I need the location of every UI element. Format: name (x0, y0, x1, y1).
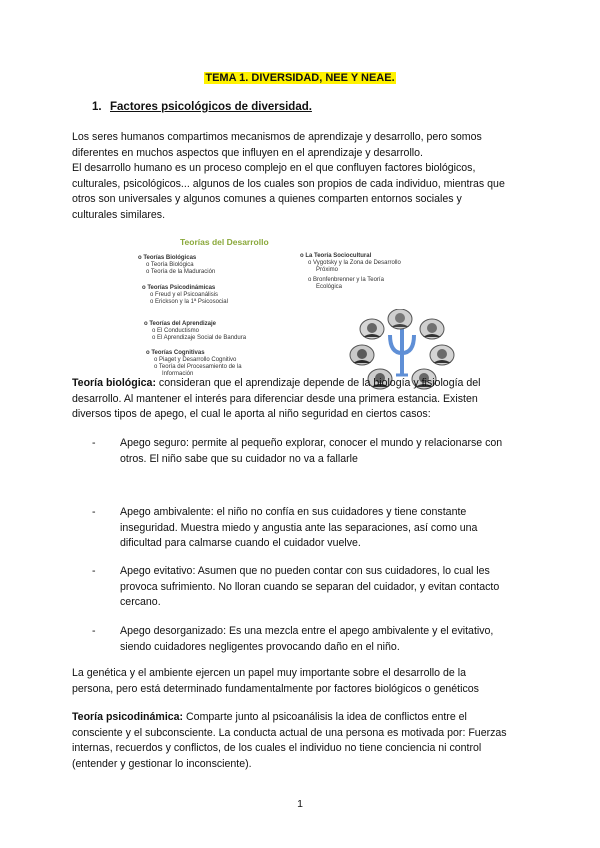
bio-text: consideran que el aprendizaje depende de la biología y fisiología del (155, 377, 481, 389)
figure-item: o Teorías Cognitivas (146, 350, 205, 356)
figure-item: o El Aprendizaje Social de Bandura (152, 335, 247, 341)
psycho-text: Comparte junto al psicoanálisis la idea de conflictos entre el (183, 711, 467, 723)
intro-line: culturales similares. (72, 208, 166, 221)
psycho-line: (entender y gestionar lo inconsciente). (72, 757, 252, 770)
figure-title: Teorías del Desarrollo (180, 237, 269, 247)
bio-line: diversos tipos de apego, el cual le aporta al niño seguridad en ciertos casos: (72, 408, 431, 421)
intro-line: otros son universales y algunos comunes a quienes comparten entornos sociales y (72, 193, 462, 206)
psychodynamic-theory-paragraph (72, 710, 527, 772)
psycho-line: consciente y el subconsciente. La conducta actual de una persona es motivada por: Fuerzas (72, 726, 507, 739)
figure-item: o Teoría Biológica (146, 262, 194, 268)
bullet-line: provoca sufrimiento. No lloran cuando se separan del cuidador, y evitan contacto (120, 580, 500, 593)
intro-line: diferentes en muchos aspectos que influyen en el aprendizaje y desarrollo. (72, 146, 423, 159)
bio-line-1 (72, 376, 527, 392)
figure-item: o Vygotsky y la Zona de Desarrollo (308, 260, 401, 266)
bullet-apego-evitativo (92, 564, 540, 611)
psycho-label: Teoría psicodinámica: (72, 711, 184, 723)
bullet-apego-desorganizado (92, 624, 540, 655)
genetics-line: persona, pero está determinado fundamentalmente por factores biológicos o genéticos (72, 682, 479, 695)
figure-item: o Erickson y la 1ª Psicosocial (150, 299, 228, 305)
bullet-line: Apego desorganizado: Es una mezcla entre el apego ambivalente y el evitativo, (120, 625, 494, 637)
bullet-dash: - (92, 625, 96, 637)
psi-symbol (390, 327, 414, 375)
figure-item: Ecológica (316, 284, 343, 290)
figure-item: o Teorías Psicodinámicas (142, 285, 216, 291)
portrait-5 (430, 345, 454, 365)
theories-figure (128, 231, 472, 389)
bullet-line: cercano. (120, 596, 161, 609)
intro-paragraph (72, 130, 527, 224)
figure-item: Próximo (316, 267, 339, 273)
figure-item: o Piaget y Desarrollo Cognitivo (154, 357, 237, 363)
page-number: 1 (297, 798, 303, 810)
figure-item: o El Conductismo (152, 328, 200, 334)
figure-item: o Teoría del Procesamiento de la (154, 364, 242, 370)
bullet-line: Apego seguro: permite al pequeño explorar, conocer el mundo y relacionarse con (120, 437, 503, 449)
bullet-apego-ambivalente (92, 505, 540, 552)
section-title: Factores psicológicos de diversidad. (110, 101, 312, 113)
intro-line: Los seres humanos compartimos mecanismos de aprendizaje y desarrollo, pero somos (72, 131, 482, 143)
bullet-line: otros. El niño sabe que su cuidador no va a fallarle (120, 452, 358, 465)
bullet-dash: - (92, 506, 96, 518)
bullet-line: Apego ambivalente: el niño no confía en sus cuidadores y tiene constante (120, 506, 467, 518)
psycho-line-1 (72, 710, 527, 726)
bullet-line: inseguridad. Muestra miedo y angustia ante las separaciones, así como una (120, 521, 478, 534)
portrait-1 (388, 309, 412, 329)
section-heading (92, 101, 312, 113)
genetics-paragraph (72, 666, 527, 697)
intro-line: culturales, psicológicos... algunos de los cuales son propios de cada individuo, mientras que (72, 177, 505, 190)
figure-item: o Bronfenbrenner y la Teoría (308, 277, 384, 283)
bullet-apego-seguro (92, 436, 540, 467)
biological-theory-paragraph (72, 376, 527, 423)
bullet-line: dificultad para calmarse cuando el cuidador vuelve. (120, 537, 361, 550)
bullet-line: siendo cuidadores negligentes provocando daño en el niño. (120, 640, 400, 653)
bio-label: Teoría biológica: (72, 377, 156, 389)
figure-item: o La Teoría Sociocultural (300, 253, 372, 259)
section-number: 1. (92, 101, 102, 113)
psycho-line: internas, recuerdos y conflictos, de los cuales el individuo no tiene conciencia ni control (72, 742, 482, 755)
intro-line: El desarrollo humano es un proceso complejo en el que confluyen factores biológicos, (72, 162, 476, 175)
figure-item: o Teoría de la Maduración (146, 269, 216, 275)
figure-item: o Teorías Biológicas (138, 255, 197, 261)
portrait-4 (350, 345, 374, 365)
document-title (0, 72, 600, 84)
portrait-3 (420, 319, 444, 339)
genetics-line: La genética y el ambiente ejercen un papel muy importante sobre el desarrollo de la (72, 667, 466, 679)
figure-item: o Teorías del Aprendizaje (144, 321, 217, 327)
title-highlight: TEMA 1. DIVERSIDAD, NEE Y NEAE. (205, 72, 395, 84)
bullet-dash: - (92, 437, 96, 449)
figure-item: o Freud y el Psicoanálisis (150, 292, 219, 298)
bullet-line: Apego evitativo: Asumen que no pueden contar con sus cuidadores, lo cual les (120, 565, 490, 577)
portrait-2 (360, 319, 384, 339)
figure-item: Información (162, 371, 194, 377)
bullet-dash: - (92, 565, 96, 577)
bio-line: desarrollo. Al mantener el interés para diferenciar desde una primera estancia. Existen (72, 392, 478, 405)
